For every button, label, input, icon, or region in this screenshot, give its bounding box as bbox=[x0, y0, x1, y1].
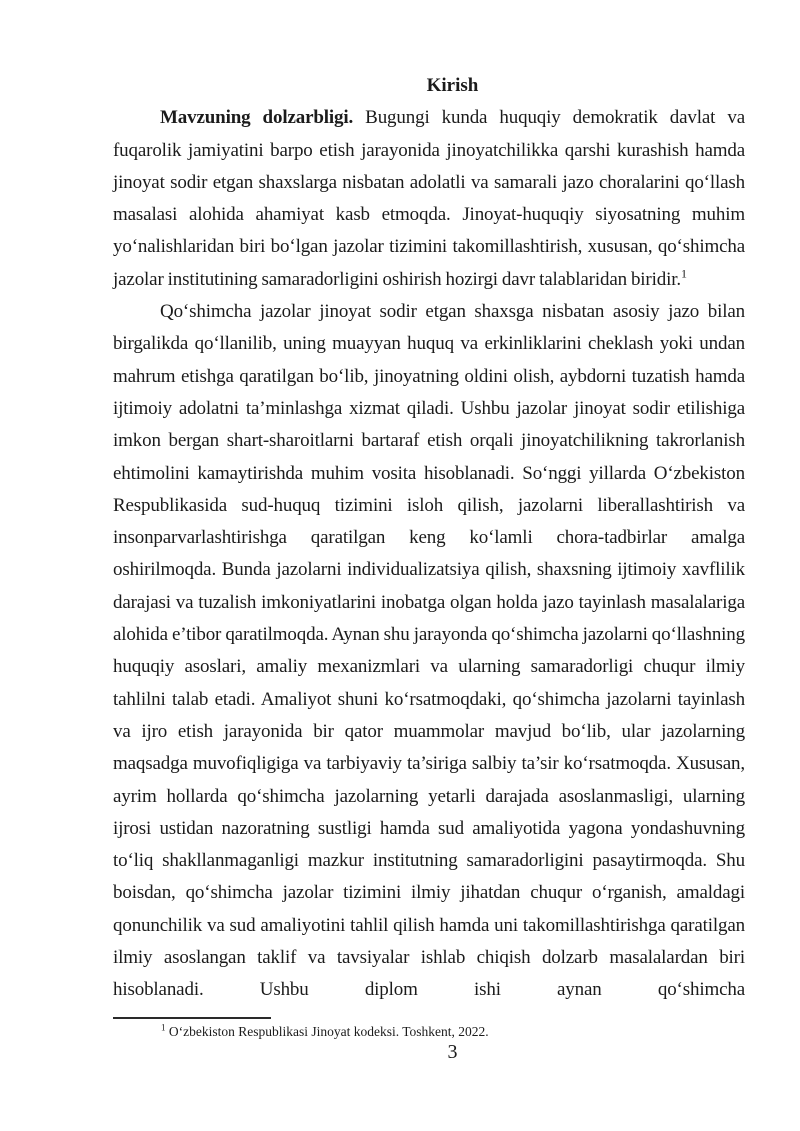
footnote-reference: 1 bbox=[680, 266, 687, 281]
paragraph-intro-text: Bugungi kunda huquqiy demokratik davlat va fuqarolik jamiyatini barpo etish jarayonida jinoyatchilikka qarshi kurashish hamda jinoyat sodir etgan shaxslarga nisbatan adolatli va samarali jazo choralarini qo‘llash masalasi alohida ahamiyat kasb etmoqda. Jinoyat-huquqiy siyosatning muhim yo‘nalishlaridan biri bo‘lgan jazolar tizimini takomillashtirish, xususan, qo‘shimcha jazolar institutining samaradorligini oshirish hozirgi davr talablaridan biridir. bbox=[113, 107, 745, 290]
page-number: 3 bbox=[447, 1041, 458, 1063]
footnote-area bbox=[113, 1015, 745, 1131]
footnote-text: O‘zbekiston Respublikasi Jinoyat kodeksi. Toshkent, 2022. bbox=[168, 1024, 489, 1039]
paragraph-intro-lead: Mavzuning dolzarbligi. bbox=[160, 107, 354, 129]
paragraph-intro bbox=[113, 102, 745, 296]
paragraph-main: Qo‘shimcha jazolar jinoyat sodir etgan shaxsga nisbatan asosiy jazo bilan birgalikda qo‘llanilib, uning muayyan huquq va erkinliklarini cheklash yoki undan mahrum etishga qaratilgan bo‘lib, jinoyatning oldini olish, aybdorni tuzatish hamda ijtimoiy adolatni ta’minlashga xizmat qiladi. Ushbu jazolar jinoyat sodir etilishiga imkon bergan shart-sharoitlarni bartaraf etish orqali jinoyatchilikning takrorlanish ehtimolini kamaytirishda muhim vosita hisoblanadi. So‘nggi yillarda O‘zbekiston Respublikasida sud-huquq tizimini isloh qilish, jazolarni liberallashtirish va insonparvarlashtirishga qaratilgan keng ko‘lamli chora-tadbirlar amalga oshirilmoqda. Bunda jazolarni individualizatsiya qilish, shaxsning ijtimoiy xavflilik darajasi va tuzalish imkoniyatlarini inobatga olgan holda jazo tayinlash masalalariga alohida e’tibor qaratilmoqda. Aynan shu jarayonda qo‘shimcha jazolarni qo‘llashning huquqiy asoslari, amaliy mexanizmlari va ularning samaradorligi chuqur ilmiy tahlilni talab etadi. Amaliyot shuni ko‘rsatmoqdaki, qo‘shimcha jazolarni tayinlash va ijro etish jarayonida bir qator muammolar mavjud bo‘lib, ular jazolarning maqsadga muvofiqligiga va tarbiyaviy ta’siriga salbiy ta’sir ko‘rsatmoqda. Xususan, ayrim hollarda qo‘shimcha jazolarning yetarli darajada asoslanmasligi, ularning ijrosi ustidan nazoratning sustligi hamda sud amaliyotida yagona yondashuvning to‘liq shakllanmaganligi mazkur institutning samaradorligini pasaytirmoqda. Shu boisdan, qo‘shimcha jazolar tizimini ilmiy jihatdan chuqur o‘rganish, amaldagi qonunchilik va sud amaliyotini tahlil qilish hamda uni takomillashtirishga qaratilgan ilmiy asoslangan taklif va tavsiyalar ishlab chiqish dolzarb masalalardan biri hisoblanadi. Ushbu diplom ishi aynan qo‘shimcha bbox=[113, 301, 745, 1001]
document-content bbox=[113, 70, 745, 1007]
footnote-separator bbox=[113, 1017, 271, 1019]
footnote-marker: 1 bbox=[161, 1022, 166, 1033]
page-title: Kirish bbox=[426, 75, 479, 96]
